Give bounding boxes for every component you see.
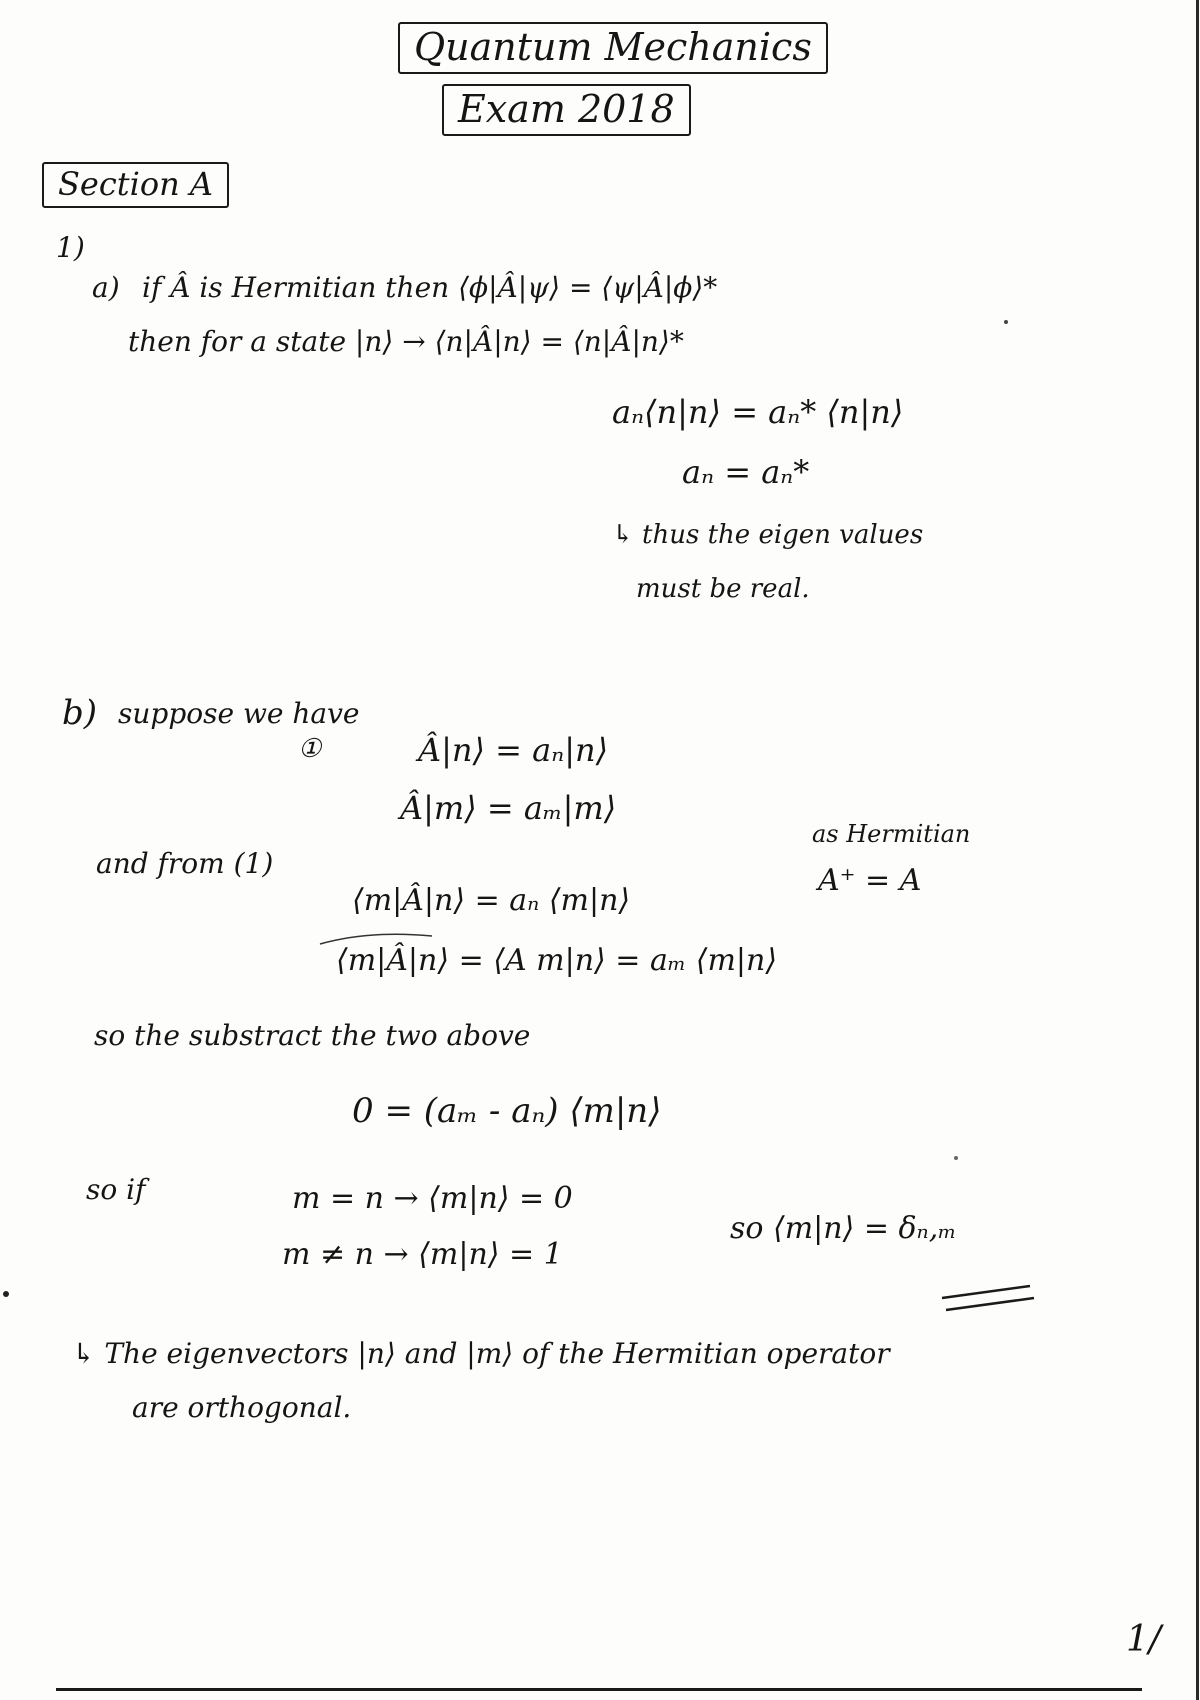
kronecker-result: so ⟨m|n⟩ = δₙ,ₘ: [730, 1211, 957, 1246]
final-conclusion-2: are orthogonal.: [132, 1391, 352, 1424]
equation-marker: ①: [298, 734, 322, 764]
part-a-line-1: if Â is Hermitian then ⟨ϕ|Â|ψ⟩ = ⟨ψ|Â|ϕ⟩*: [142, 271, 718, 304]
so-if-text: so if: [86, 1173, 146, 1206]
part-b-equation-3: ⟨m|Â|n⟩ = aₙ ⟨m|n⟩: [352, 883, 631, 918]
part-b-intro: suppose we have: [118, 697, 360, 730]
result-underline-1: [942, 1286, 1030, 1298]
part-b-equation-4: ⟨m|Â|n⟩ = ⟨A m|n⟩ = aₘ ⟨m|n⟩: [336, 943, 778, 978]
margin-dot: [3, 1291, 9, 1297]
subtract-text: so the substract the two above: [94, 1019, 531, 1052]
result-underline-2: [946, 1298, 1034, 1310]
part-a-label: a): [92, 271, 120, 304]
question-number: 1): [56, 231, 85, 264]
overline-stroke: [320, 934, 432, 944]
stray-dot-2: [954, 1156, 958, 1160]
exam-title: Quantum Mechanics: [398, 22, 828, 74]
bottom-rule: [56, 1688, 1142, 1691]
part-a-conclusion-1: ↳ thus the eigen values: [612, 520, 924, 550]
part-a-equation-1: aₙ⟨n|n⟩ = aₙ* ⟨n|n⟩: [612, 393, 904, 431]
part-b-equation-2: Â|m⟩ = aₘ|m⟩: [400, 789, 617, 827]
part-b-equation-1: Â|n⟩ = aₙ|n⟩: [418, 731, 609, 769]
stray-dot: [1004, 320, 1008, 324]
case-m-equals-n: m = n → ⟨m|n⟩ = 0: [292, 1181, 573, 1216]
hermitian-note-1: as Hermitian: [812, 820, 971, 848]
exam-year: Exam 2018: [442, 84, 691, 136]
section-label: Section A: [42, 162, 229, 208]
part-a-line-2: then for a state |n⟩ → ⟨n|Â|n⟩ = ⟨n|Â|n⟩*: [128, 325, 684, 358]
case-m-not-equals-n: m ≠ n → ⟨m|n⟩ = 1: [282, 1237, 563, 1272]
hermitian-note-2: A⁺ = A: [818, 863, 922, 898]
page-number: 1/: [1126, 1619, 1162, 1660]
part-b-equation-5: 0 = (aₘ - aₙ) ⟨m|n⟩: [352, 1091, 662, 1131]
and-from-1: and from (1): [96, 847, 274, 880]
part-a-equation-2: aₙ = aₙ*: [682, 453, 810, 491]
right-edge: [1196, 0, 1199, 1700]
part-b-label: b): [62, 693, 98, 733]
final-conclusion-1: ↳ The eigenvectors |n⟩ and |m⟩ of the Hermitian operator: [72, 1337, 890, 1370]
part-a-conclusion-2: must be real.: [636, 574, 810, 604]
